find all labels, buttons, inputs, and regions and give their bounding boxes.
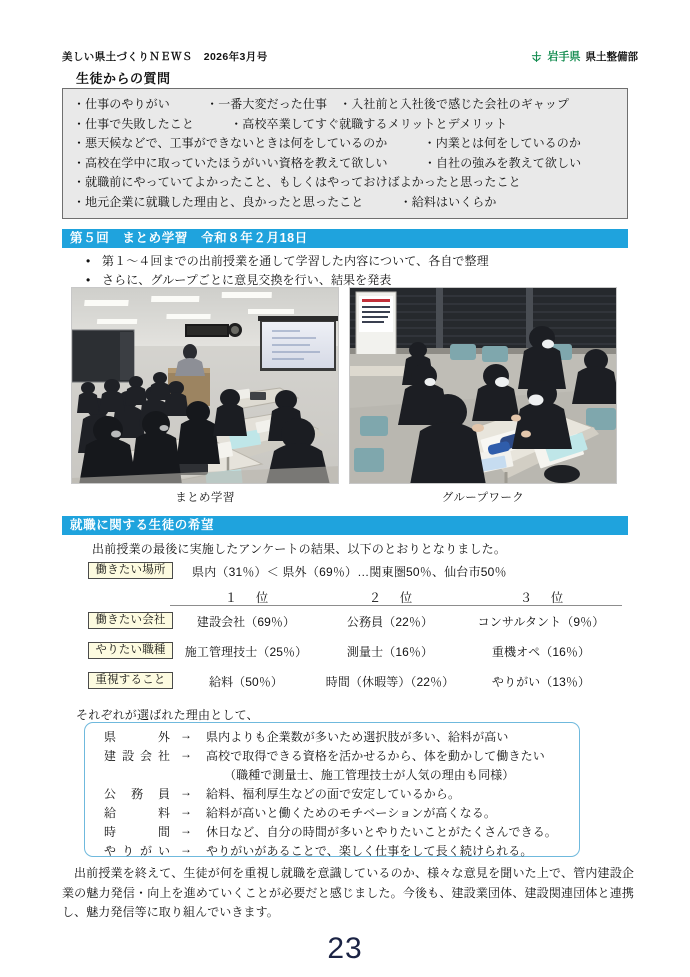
rank-cell: 公務員（22％） xyxy=(346,615,434,629)
session-bullet-text: さらに、グループごとに意見交換を行い、結果を発表 xyxy=(102,273,392,287)
rank-cell: やりがい（13％） xyxy=(491,675,591,689)
reason-value: 県内よりも企業数が多いため選択肢が多い、給料が高い xyxy=(206,730,509,744)
reason-key: 時 間 xyxy=(104,825,170,839)
rank-rule xyxy=(460,605,622,606)
reason-key: 公 務 員 xyxy=(104,787,170,801)
reason-arrow-icon: → xyxy=(180,804,192,818)
newsletter-title: 美しい県土づくりＮＥＷＳ 2026年3月号 xyxy=(62,50,268,63)
classroom-scene xyxy=(72,288,338,483)
session-band-heading: 第５回 まとめ学習 令和８年２月18日 xyxy=(62,229,628,248)
reason-key: 県 外 xyxy=(104,730,170,744)
question-line: ・地元企業に就職した理由と、良かったと思ったこと ・給料はいくらか xyxy=(73,194,497,209)
bullet-dot-icon: • xyxy=(86,273,91,287)
reasons-intro-text: それぞれが選ばれた理由として、 xyxy=(76,708,259,722)
reason-key: 建設会社 xyxy=(104,749,170,763)
rank-cell: 測量士（16％） xyxy=(346,645,434,659)
photo-caption-right: グループワーク xyxy=(441,492,525,504)
survey-band-heading: 就職に関する生徒の希望 xyxy=(62,516,628,535)
rank-header-1: １ 位 xyxy=(224,591,272,605)
photo-caption-left: まとめ学習 xyxy=(175,492,235,504)
page-number: 23 xyxy=(327,932,363,965)
session-bullet xyxy=(86,252,489,269)
rank-cell: 建設会社（69％） xyxy=(196,615,296,629)
reason-arrow-icon: → xyxy=(180,842,192,856)
tag-work-place: 働きたい場所 xyxy=(88,562,173,579)
reason-value-note: （職種で測量士、施工管理技士が人気の理由も同様） xyxy=(224,768,515,782)
reason-arrow-icon: → xyxy=(180,747,192,761)
reason-arrow-icon: → xyxy=(180,785,192,799)
reason-value: 高校で取得できる資格を活かせるから、体を動かして働きたい xyxy=(206,749,545,763)
rank-cell: 施工管理技士（25％） xyxy=(184,645,308,659)
reason-value: 給料が高いと働くためのモチベーションが高くなる。 xyxy=(206,806,496,820)
question-line: ・悪天候などで、工事ができないときは何をしているのか ・内業とは何をしているのか xyxy=(73,136,581,150)
questions-box xyxy=(62,88,628,219)
work-place-value: 県内（31％）＜ 県外（69％）…関東圏50％、仙台市50％ xyxy=(192,565,507,579)
rank-cell: 重機オペ（16％） xyxy=(491,645,591,659)
question-line: ・仕事で失敗したこと ・高校卒業してすぐ就職するメリットとデメリット xyxy=(73,116,508,131)
rank-header-3: ３ 位 xyxy=(519,591,567,605)
closing-paragraph: 出前授業を終えて、生徒が何を重視し就職を意識しているのか、様々な意見を聞いた上で、管内建設企業の魅力発信・向上を進めていくことが必要だと感じました。今後も、建設業団体、建設関連団体と連携し、魅力発信等に取り組んでいきます。 xyxy=(62,866,634,919)
question-line: ・就職前にやっていてよかったこと、もしくはやっておけばよかったと思ったこと xyxy=(73,175,521,189)
document-header xyxy=(62,46,638,66)
rank-cell: 給料（50％） xyxy=(208,675,284,689)
tag-priority: 重視すること xyxy=(88,672,173,689)
rank-header-2: ２ 位 xyxy=(368,591,416,605)
reason-key: 給 料 xyxy=(104,806,170,820)
session-bullet-text: 第１～４回までの出前授業を通して学習した内容について、各自で整理 xyxy=(102,254,489,268)
reason-arrow-icon: → xyxy=(180,728,192,742)
reason-value: やりがいがあることで、楽しく仕事をして長く続けられる。 xyxy=(206,844,533,858)
bullet-dot-icon: • xyxy=(86,254,91,268)
rank-cell: 時間（休暇等）（22％） xyxy=(325,675,455,689)
group-work-photo xyxy=(349,287,617,484)
brand-department-label: 県土整備部 xyxy=(585,50,638,63)
survey-intro-text: 出前授業の最後に実施したアンケートの結果、以下のとおりとなりました。 xyxy=(92,542,507,556)
rank-rule xyxy=(314,605,466,606)
tag-job-type: やりたい職種 xyxy=(88,642,173,659)
iwate-logo-icon xyxy=(530,50,543,63)
tag-work-company: 働きたい会社 xyxy=(88,612,173,629)
reason-value: 休日など、自分の時間が多いとやりたいことがたくさんできる。 xyxy=(206,825,557,839)
question-line: ・高校在学中に取っていたほうがいい資格を教えて欲しい ・自社の強みを教えて欲しい xyxy=(73,155,582,170)
prefecture-brand xyxy=(530,48,639,64)
reason-key: やりがい xyxy=(104,844,170,858)
classroom-lecture-photo xyxy=(71,287,339,484)
rank-cell: コンサルタント（9％） xyxy=(477,615,605,629)
session-bullet xyxy=(86,271,391,288)
questions-heading: 生徒からの質問 xyxy=(76,71,171,86)
brand-prefecture-label: 岩手県 xyxy=(547,51,581,63)
rank-rule xyxy=(170,605,322,606)
question-line: ・仕事のやりがい ・一番大変だった仕事 ・入社前と入社後で感じた会社のギャップ xyxy=(73,97,570,111)
reason-arrow-icon: → xyxy=(180,823,192,837)
reason-value: 給料、福利厚生などの面で安定しているから。 xyxy=(206,787,461,801)
group-work-scene xyxy=(350,288,616,483)
